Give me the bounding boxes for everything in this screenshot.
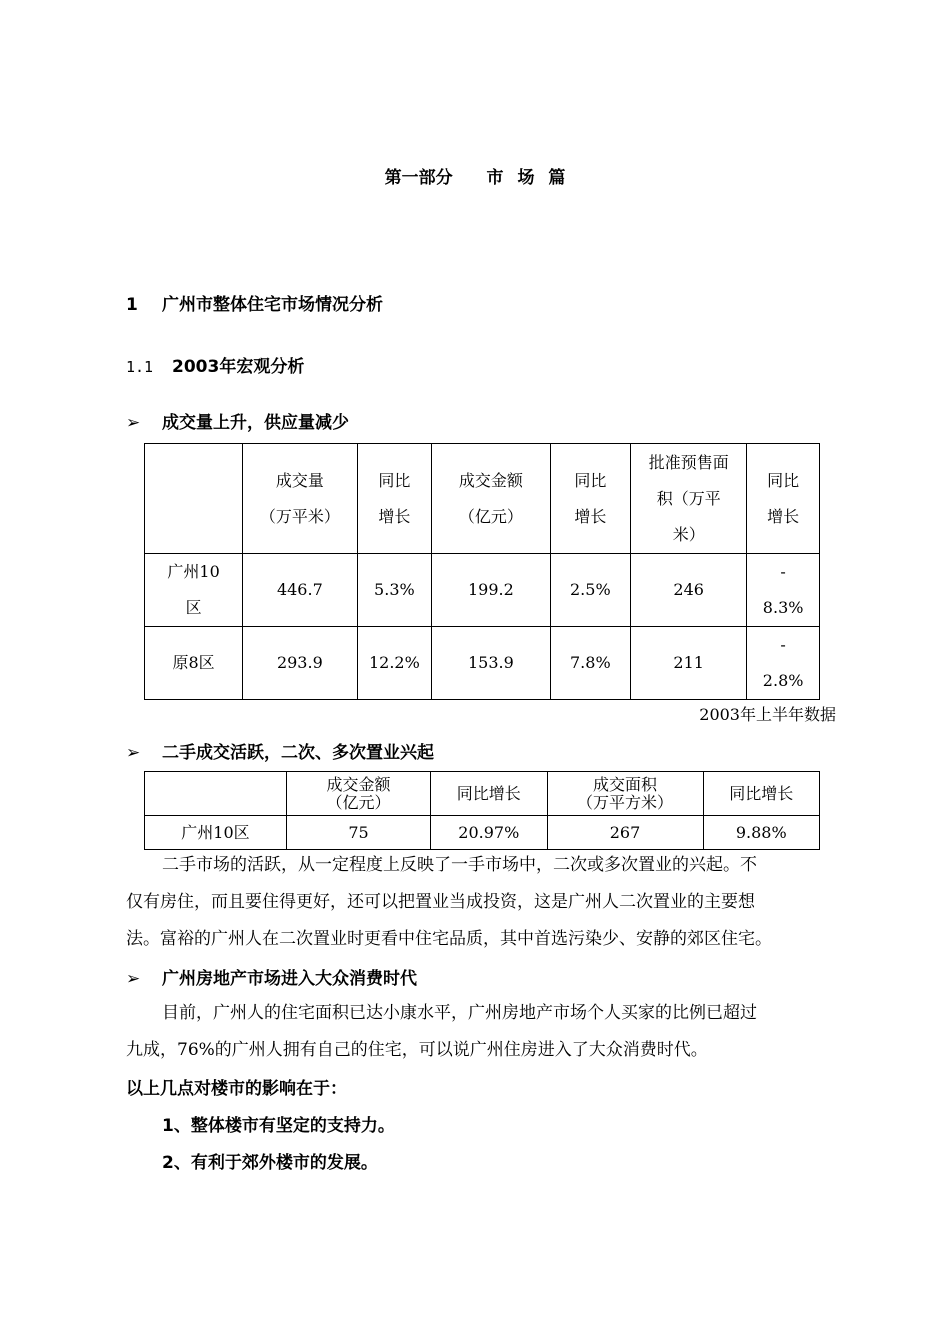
table-cell: 7.8% <box>550 627 631 700</box>
table-cell: 5.3% <box>357 554 432 627</box>
paragraph-line: 法。富裕的广州人在二次置业时更看中住宅品质，其中首选污染少、安静的郊区住宅。 <box>126 929 772 949</box>
table-cell: 246 <box>631 554 747 627</box>
bullet-heading <box>126 738 434 763</box>
table-cell: - 8.3% <box>747 554 820 627</box>
paragraph-line: 二手市场的活跃，从一定程度上反映了一手市场中，二次或多次置业的兴起。不 <box>162 855 757 875</box>
paragraph <box>126 847 826 958</box>
table-row-label: 广州10 区 <box>145 554 243 627</box>
title-word: 篇 <box>548 168 566 188</box>
table-row <box>145 554 820 627</box>
table-header-cell: 成交金额 （亿元） <box>432 444 550 554</box>
paragraph-line: 仅有房住，而且要住得更好，还可以把置业当成投资，这是广州人二次置业的主要想 <box>126 892 755 912</box>
table-header-cell: 同比 增长 <box>550 444 631 554</box>
paragraph <box>126 995 826 1069</box>
paragraph-line: 目前，广州人的住宅面积已达小康水平，广州房地产市场个人买家的比例已超过 <box>162 1003 757 1023</box>
table-row <box>145 816 820 850</box>
table-row <box>145 627 820 700</box>
table-header-cell: 同比 增长 <box>747 444 820 554</box>
table-header-cell: 批准预售面 积（万平 米） <box>631 444 747 554</box>
table-cell: 75 <box>286 816 430 850</box>
section-text: 广州市整体住宅市场情况分析 <box>162 295 383 315</box>
table-cell: 9.88% <box>703 816 820 850</box>
table-cell: 153.9 <box>432 627 550 700</box>
bullet-text: 二手成交活跃，二次、多次置业兴起 <box>162 743 434 763</box>
paragraph-line: 九成，76%的广州人拥有自己的住宅，可以说广州住房进入了大众消费时代。 <box>126 1040 708 1060</box>
table-row-label: 广州10区 <box>145 816 287 850</box>
table-header-cell: 成交面积 （万平方米） <box>547 772 703 816</box>
table-header-cell: 同比增长 <box>431 772 548 816</box>
table-header-row <box>145 772 820 816</box>
market-table <box>144 443 820 700</box>
bullet-heading <box>126 964 417 989</box>
arrow-icon: ➢ <box>126 413 141 433</box>
bullet-text: 广州房地产市场进入大众消费时代 <box>162 969 417 989</box>
table-cell: 446.7 <box>243 554 357 627</box>
impact-item: 1、整体楼市有坚定的支持力。 <box>162 1116 395 1136</box>
table-header-cell: 同比 增长 <box>357 444 432 554</box>
page-title <box>0 163 950 188</box>
section-heading-1 <box>126 290 383 315</box>
table-cell: 2.5% <box>550 554 631 627</box>
table-header-cell <box>145 444 243 554</box>
table-header-cell: 成交金额 （亿元） <box>286 772 430 816</box>
impact-item: 2、有利于郊外楼市的发展。 <box>162 1153 378 1173</box>
section-number: 1.1 <box>126 358 154 376</box>
title-word: 场 <box>517 168 535 188</box>
title-part: 第一部分 <box>384 168 453 188</box>
table-header-cell <box>145 772 287 816</box>
bullet-text: 成交量上升，供应量减少 <box>162 413 349 433</box>
table-cell: - 2.8% <box>747 627 820 700</box>
section-text: 2003年宏观分析 <box>172 357 305 377</box>
arrow-icon: ➢ <box>126 743 141 763</box>
arrow-icon: ➢ <box>126 969 141 989</box>
secondhand-table <box>144 771 820 850</box>
section-heading-1-1 <box>126 352 304 377</box>
table-note: 2003年上半年数据 <box>699 705 836 724</box>
title-word: 市 <box>486 168 504 188</box>
table-row-label: 原8区 <box>145 627 243 700</box>
bullet-heading <box>126 408 349 433</box>
table-header-cell: 成交量 （万平米） <box>243 444 357 554</box>
table-cell: 199.2 <box>432 554 550 627</box>
table-header-cell: 同比增长 <box>703 772 820 816</box>
table-cell: 211 <box>631 627 747 700</box>
table-cell: 12.2% <box>357 627 432 700</box>
table-cell: 293.9 <box>243 627 357 700</box>
impact-heading: 以上几点对楼市的影响在于： <box>126 1079 347 1099</box>
table-cell: 20.97% <box>431 816 548 850</box>
section-number: 1 <box>126 295 138 315</box>
table-header-row <box>145 444 820 554</box>
table-cell: 267 <box>547 816 703 850</box>
